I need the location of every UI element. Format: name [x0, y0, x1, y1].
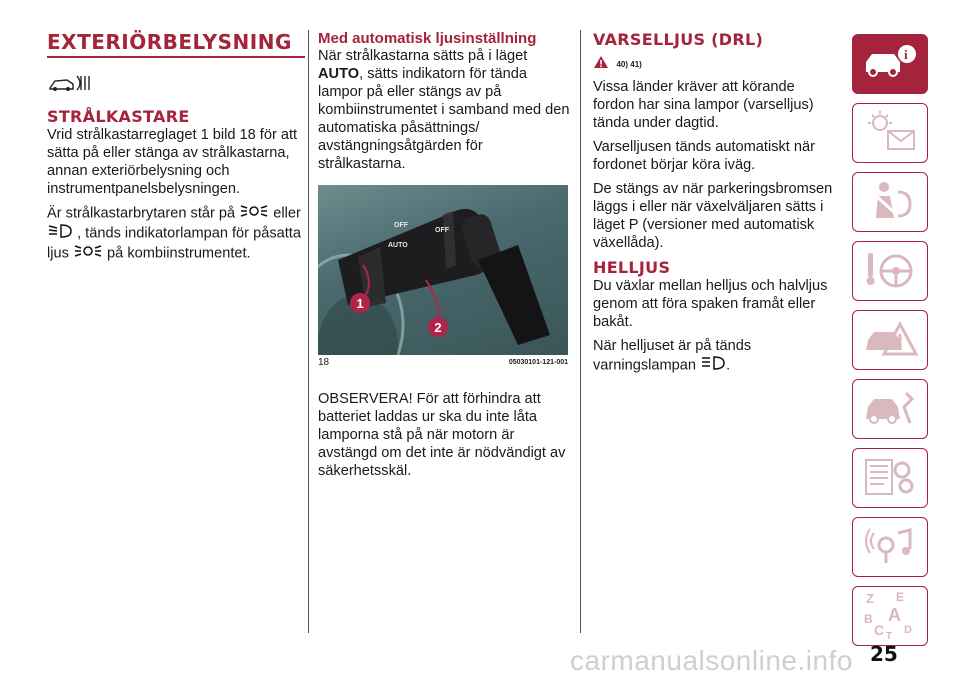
section-title-drl: VARSELLJUS (DRL) [593, 30, 764, 49]
svg-text:E: E [896, 589, 905, 604]
tab-maintenance[interactable] [852, 379, 928, 439]
section-title-exterior-lighting: EXTERIÖRBELYSNING [47, 30, 292, 54]
tab-multimedia[interactable] [852, 517, 928, 577]
text-fragment: eller [273, 205, 301, 222]
text-fragment: på kombiinstrumentet. [107, 245, 251, 262]
text-fragment: När strålkastarna sätts på i läget [318, 48, 528, 64]
text-fragment: . [726, 357, 731, 374]
svg-text:i: i [904, 46, 908, 62]
warning-lights-icon [860, 109, 920, 158]
column-drl [593, 30, 838, 382]
tab-driving[interactable] [852, 241, 928, 301]
column-auto-lighting [318, 30, 570, 486]
title-underline [47, 56, 305, 58]
breakdown-icon [860, 316, 920, 365]
svg-text:T: T [886, 630, 893, 639]
tab-technical-data[interactable] [852, 448, 928, 508]
car-lighting-icon [47, 72, 302, 99]
warning-refs [593, 55, 838, 74]
maintenance-icon [860, 385, 920, 434]
tab-index[interactable] [852, 586, 928, 646]
text-fragment: Är strålkastarbrytaren står på [47, 205, 236, 222]
safety-icon [860, 178, 920, 227]
steering-wheel-icon [860, 247, 920, 296]
side-lights-indicator-icon [73, 244, 103, 263]
paragraph-indicator [47, 204, 302, 263]
text-fragment: , sätts indikatorn för tända lampor på eller stängs av på kombiinstrumentet i samband med den automatiska påsättnings/ avstängningsåtgärden för strålkastarna. [318, 66, 570, 172]
warning-triangle-icon [593, 55, 609, 74]
paragraph-headlight-switch: Vrid strålkastarreglaget 1 bild 18 för att sätta på eller stänga av strålkastarna, annan exteriörbelysning och instrumentpanelsbelysningen. [47, 127, 298, 197]
svg-text:B: B [864, 611, 873, 626]
column-divider [308, 30, 309, 633]
figure-caption [318, 357, 568, 368]
subsection-title-headlights: STRÅLKASTARE [47, 107, 190, 126]
callout-1: 1 [350, 293, 370, 313]
figure-code: 05030101-121-001 [508, 359, 568, 366]
svg-text:C: C [874, 621, 885, 638]
high-beam-icon [700, 355, 726, 376]
svg-text:D: D [904, 623, 912, 636]
page-number: 25 [870, 642, 898, 666]
paragraph-auto-mode [318, 47, 570, 173]
svg-text:Z: Z [866, 590, 874, 606]
side-lights-icon [239, 204, 269, 223]
warning-references: 40) 41) [616, 60, 642, 69]
paragraph-high-beam-indicator [593, 337, 838, 376]
index-icon [860, 589, 920, 644]
paragraph-drl-auto: Varselljusen tänds automatiskt när fordonet börjar köra iväg. [593, 139, 815, 173]
chapter-sidebar [852, 34, 928, 655]
tab-emergency[interactable] [852, 310, 928, 370]
tab-safety[interactable] [852, 172, 928, 232]
stalk-label-off-2: OFF [435, 227, 449, 234]
low-beam-icon [47, 223, 73, 244]
paragraph-drl-off: De stängs av när parkeringsbromsen läggs i eller när växelväljaren sätts i läget P (versioner med automatisk växellåda). [593, 181, 833, 251]
section-title-high-beam: HELLJUS [593, 258, 671, 277]
column-exterior-lighting [47, 30, 302, 269]
callout-leader-lines [318, 185, 568, 355]
car-info-icon [860, 42, 920, 87]
figure-number: 18 [318, 357, 330, 368]
tab-warning-lights[interactable] [852, 103, 928, 163]
paragraph-high-beam-switch: Du växlar mellan helljus och halvljus genom att föra spaken framåt eller bakåt. [593, 278, 828, 330]
figure-lighting-stalk [318, 185, 568, 355]
subsection-title-auto-lighting: Med automatisk ljusinställning [318, 30, 537, 47]
column-divider [580, 30, 581, 633]
svg-text:A: A [888, 604, 901, 625]
technical-data-icon [860, 454, 920, 503]
callout-2: 2 [428, 317, 448, 337]
paragraph-drl-requirement: Vissa länder kräver att körande fordon har sina lampor (varselljus) tända under dagtid. [593, 79, 814, 131]
stalk-label-auto: AUTO [388, 242, 408, 249]
text-fragment: , tänds indikatorlampan för påsatta ljus [47, 225, 301, 262]
tab-car-info[interactable] [852, 34, 928, 94]
text-fragment: När helljuset är på tänds varningslampan [593, 338, 752, 374]
multimedia-icon [860, 523, 920, 572]
watermark: carmanualsonline.info [570, 645, 853, 676]
paragraph-note: OBSERVERA! För att förhindra att batteriet laddas ur ska du inte låta lamporna stå på när motorn är avstängd om det inte är nödvändigt av säkerhetsskäl. [318, 391, 566, 479]
auto-mode-label: AUTO [318, 66, 360, 82]
stalk-label-off-1: OFF [394, 222, 408, 229]
